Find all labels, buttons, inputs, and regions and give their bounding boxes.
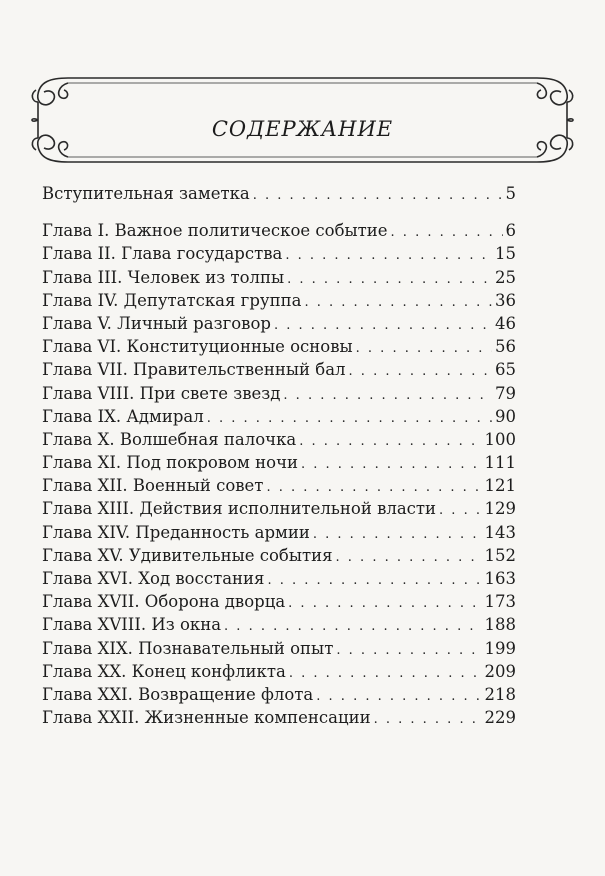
toc-entry[interactable] — [42, 497, 516, 520]
toc-entry[interactable] — [42, 637, 516, 660]
toc-entry-label: Глава XVIII. Из окна — [42, 615, 222, 635]
table-of-contents — [42, 182, 516, 729]
toc-entry-page: 25 — [495, 267, 516, 287]
toc-entry-page: 79 — [495, 383, 516, 403]
toc-entry-page: 56 — [495, 337, 516, 357]
toc-entry-label: Глава XVI. Ход восстания — [42, 569, 265, 588]
toc-entry-label: Глава II. Глава государства — [42, 244, 283, 264]
toc-entry-page: 188 — [484, 615, 516, 635]
toc-entry-label: Глава XVII. Оборона дворца — [42, 592, 286, 612]
toc-entry-page: 5 — [505, 184, 516, 203]
dot-leader — [349, 360, 492, 383]
dot-leader — [288, 592, 481, 615]
toc-entry-page: 65 — [495, 360, 516, 380]
toc-entry[interactable] — [42, 312, 516, 335]
toc-entry-label: Глава XXI. Возвращение флота — [42, 684, 314, 704]
toc-entry-page: 152 — [484, 545, 516, 565]
toc-entry[interactable] — [42, 590, 516, 613]
dot-leader — [304, 291, 492, 314]
toc-entry-label: Глава XIX. Познавательный опыт — [42, 638, 334, 658]
dot-leader — [207, 407, 492, 430]
toc-entry-page: 46 — [495, 313, 516, 333]
toc-entry-page: 209 — [484, 661, 516, 681]
toc-entry-label: Глава V. Личный разговор — [42, 313, 271, 333]
toc-entry-page: 143 — [484, 522, 516, 542]
toc-entry-label: Глава I. Важное политическое событие — [42, 221, 388, 241]
toc-entry[interactable] — [42, 289, 516, 312]
toc-entry[interactable] — [42, 613, 516, 636]
toc-entry-label: Глава XXII. Жизненные компенсации — [42, 708, 371, 728]
dot-leader — [274, 314, 492, 337]
toc-entry-label: Глава VI. Конституционные основы — [42, 337, 353, 357]
toc-entry-label: Глава VIII. При свете звезд — [42, 383, 281, 403]
toc-entry-label: Глава IV. Депутатская группа — [42, 290, 302, 310]
toc-entry[interactable] — [42, 335, 516, 358]
toc-entry-label: Глава IX. Адмирал — [42, 406, 204, 426]
dot-leader — [374, 708, 482, 731]
toc-entry[interactable] — [42, 405, 516, 428]
toc-entry-label: Глава XII. Военный совет — [42, 476, 264, 496]
dot-leader — [289, 662, 482, 685]
toc-entry-page: 90 — [495, 406, 516, 426]
dot-leader — [224, 615, 481, 638]
toc-entry-page: 6 — [505, 221, 516, 241]
toc-entry-label: Глава XIV. Преданность армии — [42, 522, 310, 542]
dot-leader — [336, 546, 482, 569]
toc-entry-page: 163 — [484, 569, 516, 588]
dot-leader — [267, 569, 481, 592]
toc-entry-page: 100 — [484, 429, 516, 449]
page-title: СОДЕРЖАНИЕ — [211, 117, 394, 141]
dot-leader — [301, 453, 482, 476]
toc-entry[interactable] — [42, 660, 516, 683]
toc-entry-page: 129 — [484, 499, 516, 519]
toc-entry-label: Глава XI. Под покровом ночи — [42, 453, 298, 473]
toc-entry-page: 199 — [484, 638, 516, 658]
toc-entry[interactable] — [42, 382, 516, 405]
toc-entry-page: 229 — [484, 708, 516, 728]
dot-leader — [253, 184, 503, 207]
toc-entry[interactable] — [42, 219, 516, 242]
dot-leader — [439, 499, 481, 522]
toc-entry-label: Глава X. Волшебная палочка — [42, 429, 297, 449]
toc-entry-label: Глава XX. Конец конфликта — [42, 661, 286, 681]
dot-leader — [313, 523, 482, 546]
toc-entry[interactable] — [42, 567, 516, 590]
dot-leader — [336, 639, 481, 662]
toc-entry-label: Глава VII. Правительственный бал — [42, 360, 346, 380]
toc-entry[interactable] — [42, 544, 516, 567]
toc-entry-page: 15 — [495, 244, 516, 264]
toc-entry[interactable] — [42, 428, 516, 451]
toc-entry[interactable] — [42, 521, 516, 544]
dot-leader — [285, 244, 492, 267]
toc-entry[interactable] — [42, 474, 516, 497]
toc-entry-page: 36 — [495, 290, 516, 310]
toc-entry[interactable] — [42, 358, 516, 381]
toc-entry-page: 218 — [484, 684, 516, 704]
dot-leader — [283, 384, 492, 407]
dot-leader — [287, 268, 492, 291]
toc-entry-intro[interactable] — [42, 182, 516, 205]
toc-entry-label: Вступительная заметка — [42, 184, 250, 203]
toc-entry-label: Глава III. Человек из толпы — [42, 267, 285, 287]
dot-leader — [356, 337, 492, 360]
ornamental-frame — [28, 72, 577, 168]
dot-leader — [316, 685, 481, 708]
dot-leader — [299, 430, 481, 453]
toc-entry-page: 111 — [484, 453, 516, 473]
toc-entry[interactable] — [42, 451, 516, 474]
toc-entry-page: 173 — [484, 592, 516, 612]
dot-leader — [391, 221, 503, 244]
toc-entry[interactable] — [42, 683, 516, 706]
toc-entry-label: Глава XV. Удивительные события — [42, 545, 333, 565]
toc-entry-label: Глава XIII. Действия исполнительной власти — [42, 499, 437, 519]
toc-entry[interactable] — [42, 266, 516, 289]
toc-entry[interactable] — [42, 706, 516, 729]
toc-entry-page: 121 — [484, 476, 516, 496]
dot-leader — [266, 476, 481, 499]
toc-entry[interactable] — [42, 242, 516, 265]
